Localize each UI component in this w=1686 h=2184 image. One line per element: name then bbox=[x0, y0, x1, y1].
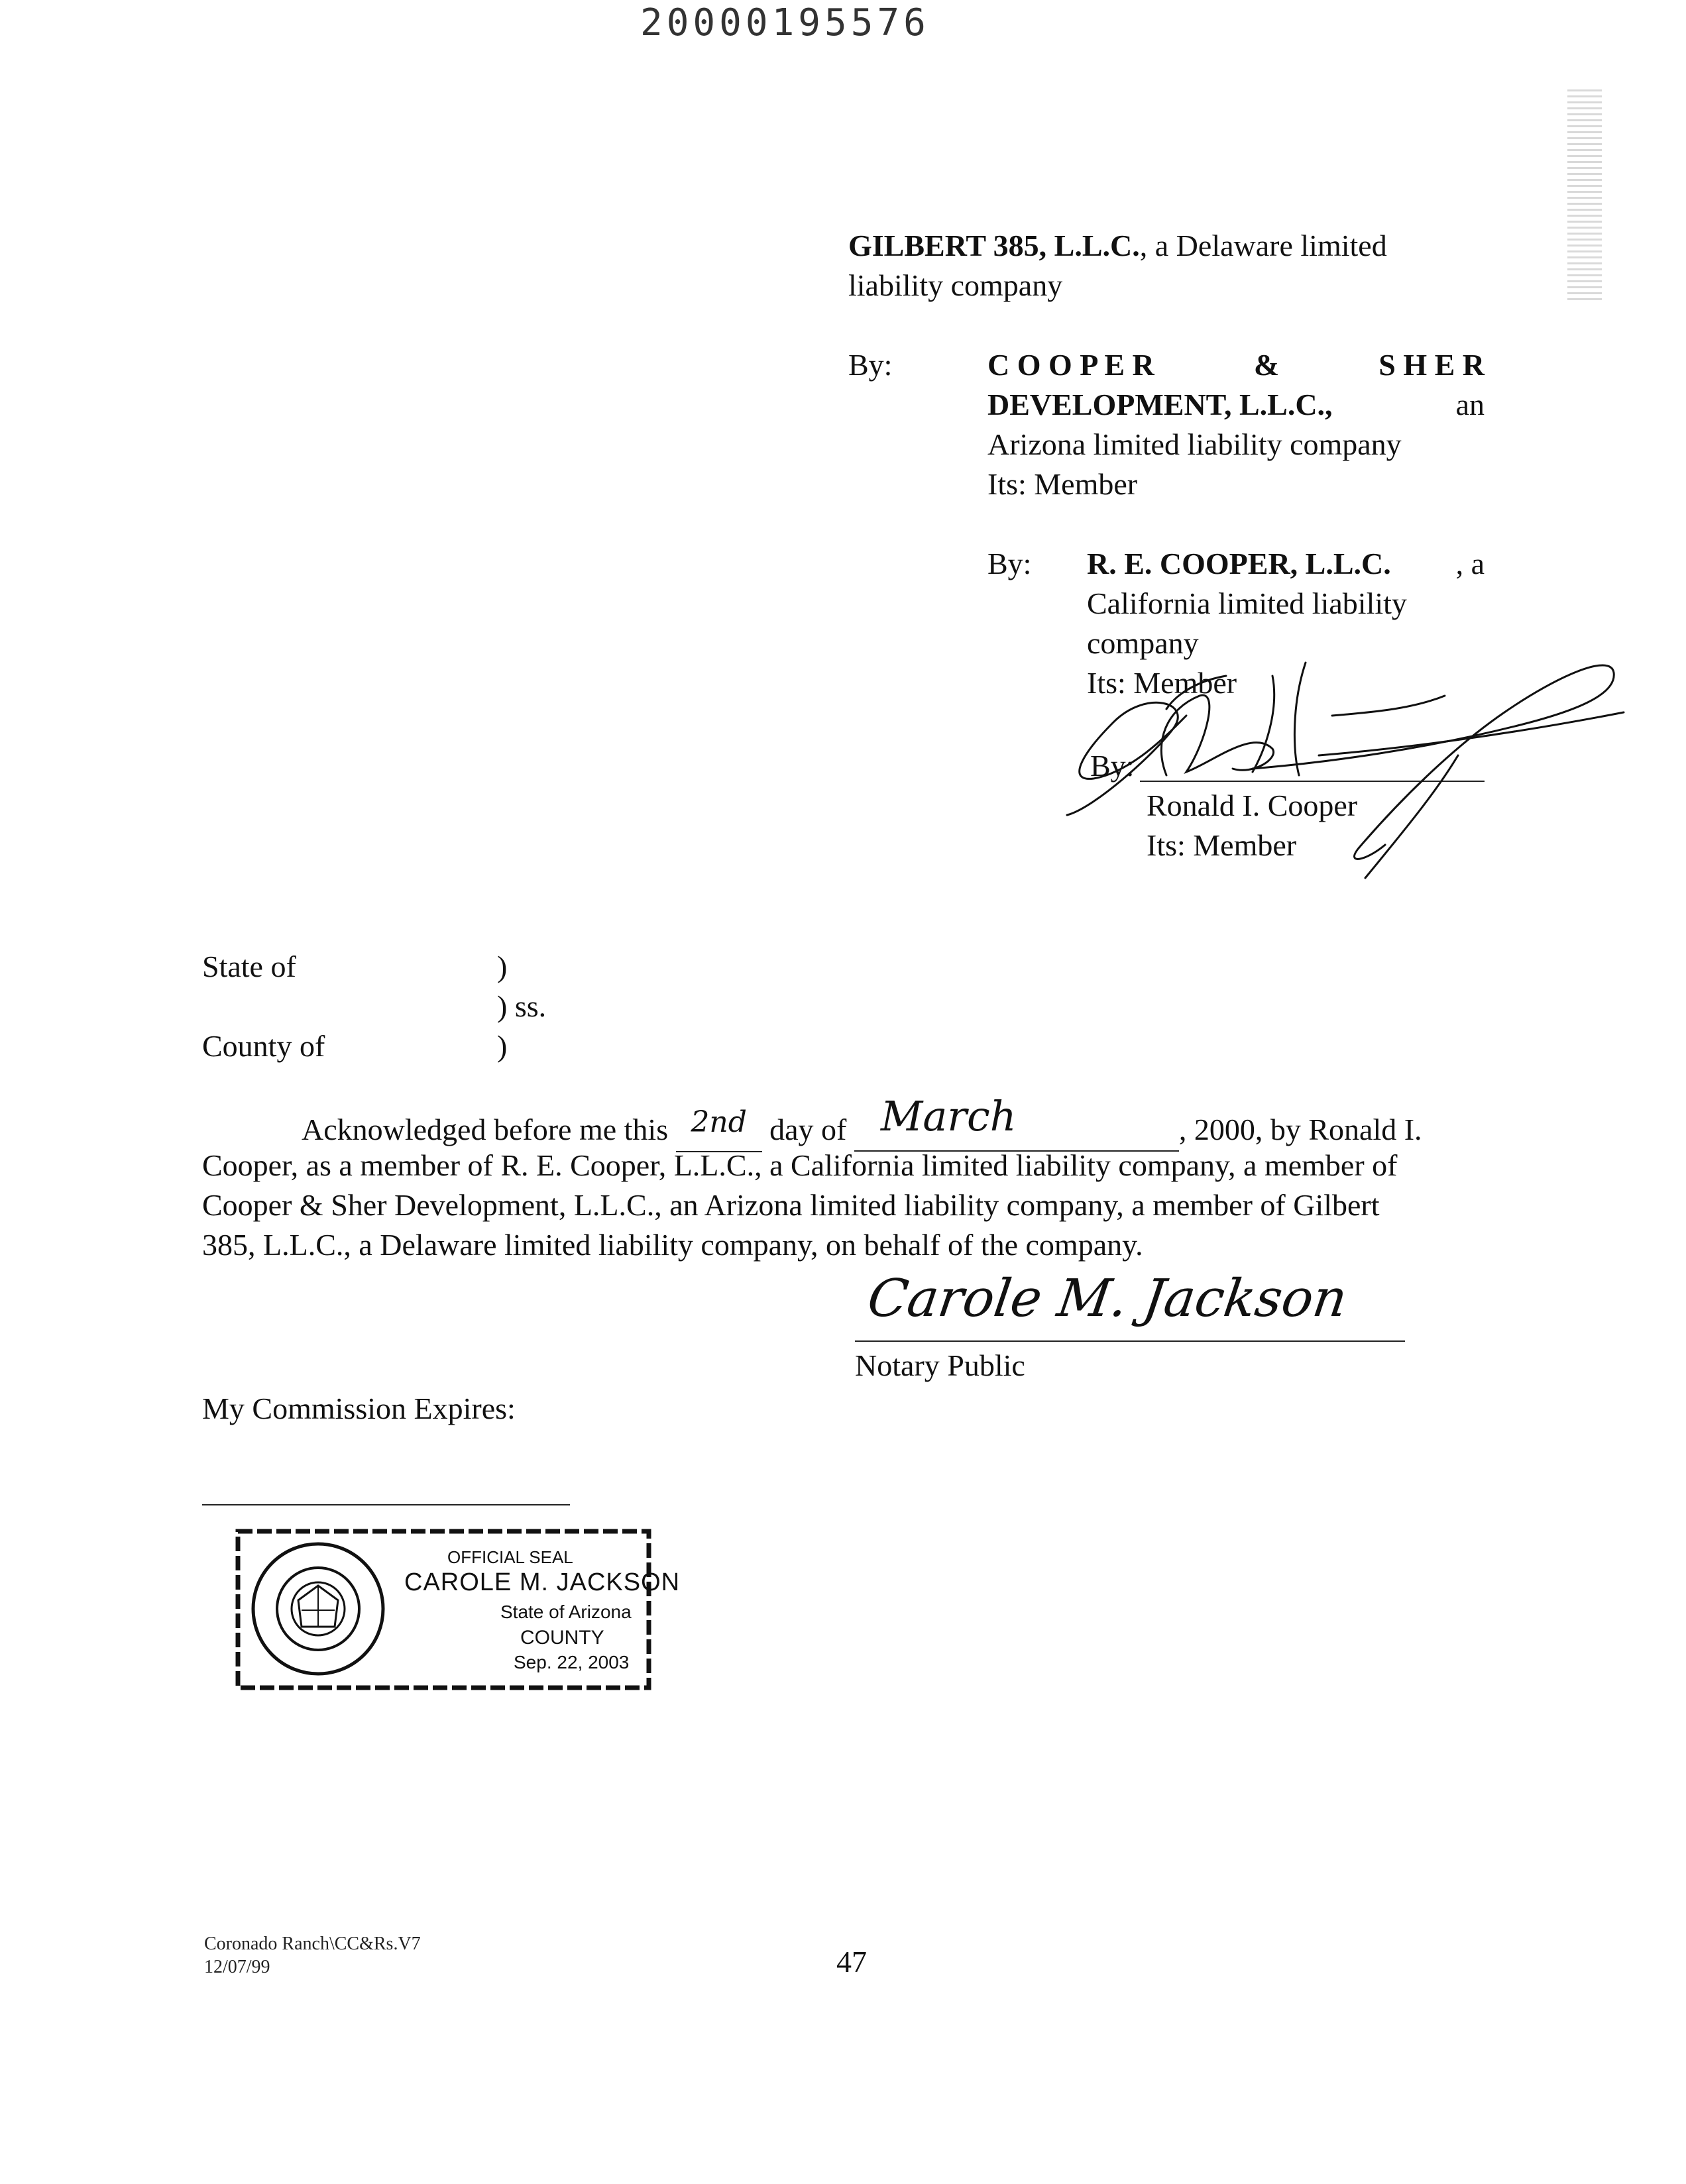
venue-paren-3: ) bbox=[497, 1029, 508, 1063]
by2-line-2-text: California limited liability bbox=[1087, 586, 1407, 620]
notary-label: Notary Public bbox=[855, 1348, 1025, 1382]
by1-word-sher: S H E R bbox=[1378, 348, 1485, 382]
by2-article: , a bbox=[1455, 547, 1485, 580]
notary-signature-line bbox=[855, 1340, 1405, 1342]
seal-state: State of Arizona bbox=[500, 1602, 632, 1622]
by2-line-4: Its: Member bbox=[1087, 666, 1237, 700]
footer-file: Coronado Ranch\CC&Rs.V7 bbox=[204, 1934, 421, 1954]
ack-day-handwritten: 2nd bbox=[691, 1105, 747, 1139]
by1-line-4: Its: Member bbox=[987, 467, 1138, 501]
by1-line-1 bbox=[987, 345, 1485, 386]
by1-article: an bbox=[1455, 388, 1485, 421]
signer-title: Its: Member bbox=[1147, 828, 1297, 862]
entity-line-1 bbox=[848, 225, 1387, 266]
ack-text-b: day of bbox=[769, 1113, 847, 1146]
footer-date: 12/07/99 bbox=[204, 1957, 270, 1977]
by2-line-2 bbox=[1087, 583, 1485, 624]
seal-expiry: Sep. 22, 2003 bbox=[514, 1652, 630, 1672]
ack-line-2: Cooper, as a member of R. E. Cooper, L.L.C., a California limited liability company, a member of bbox=[202, 1148, 1398, 1182]
by2-company: R. E. COOPER, L.L.C. bbox=[1087, 547, 1391, 580]
entity-description: , a Delaware limited bbox=[1139, 229, 1387, 262]
by-label-2: By: bbox=[987, 547, 1032, 580]
by1-line-3: Arizona limited liability company bbox=[987, 427, 1402, 461]
by-label-1: By: bbox=[848, 348, 893, 382]
venue-ss: ) ss. bbox=[497, 989, 547, 1023]
seal-title: OFFICIAL SEAL bbox=[447, 1547, 573, 1567]
ack-text-c: , 2000, by Ronald I. bbox=[1178, 1113, 1422, 1146]
official-seal bbox=[235, 1527, 681, 1696]
by1-word-cooper: C O O P E R bbox=[987, 348, 1154, 382]
entity-line-2: liability company bbox=[848, 268, 1063, 302]
notary-signature: Carole M. Jackson bbox=[864, 1269, 1351, 1329]
by2-line-3: company bbox=[1087, 626, 1199, 660]
by1-company: DEVELOPMENT, L.L.C., bbox=[987, 388, 1333, 421]
by2-line-1 bbox=[1087, 543, 1485, 584]
venue-paren-1: ) bbox=[497, 950, 508, 983]
ack-month-handwritten: March bbox=[880, 1092, 1017, 1140]
by1-word-ampersand: & bbox=[1253, 348, 1280, 382]
cooper-signature bbox=[1054, 649, 1637, 888]
by1-line-2 bbox=[987, 384, 1485, 425]
entity-name: GILBERT 385, L.L.C. bbox=[848, 229, 1140, 262]
county-label: County of bbox=[202, 1029, 325, 1063]
ack-text-a: Acknowledged before me this bbox=[302, 1113, 669, 1146]
ack-line-4: 385, L.L.C., a Delaware limited liability company, on behalf of the company. bbox=[202, 1228, 1143, 1262]
by-label-3: By: bbox=[1090, 749, 1135, 783]
document-number: 20000195576 bbox=[640, 1, 930, 44]
seal-county: COUNTY bbox=[520, 1627, 604, 1649]
page-number: 47 bbox=[836, 1945, 867, 1979]
commission-line bbox=[202, 1504, 570, 1505]
state-label: State of bbox=[202, 950, 296, 983]
ack-line-3: Cooper & Sher Development, L.L.C., an Arizona limited liability company, a member of Gilbert bbox=[202, 1188, 1380, 1222]
scan-artifact bbox=[1567, 89, 1602, 301]
commission-label: My Commission Expires: bbox=[202, 1392, 516, 1425]
signer-name: Ronald I. Cooper bbox=[1147, 789, 1358, 822]
seal-name: CAROLE M. JACKSON bbox=[404, 1568, 681, 1596]
